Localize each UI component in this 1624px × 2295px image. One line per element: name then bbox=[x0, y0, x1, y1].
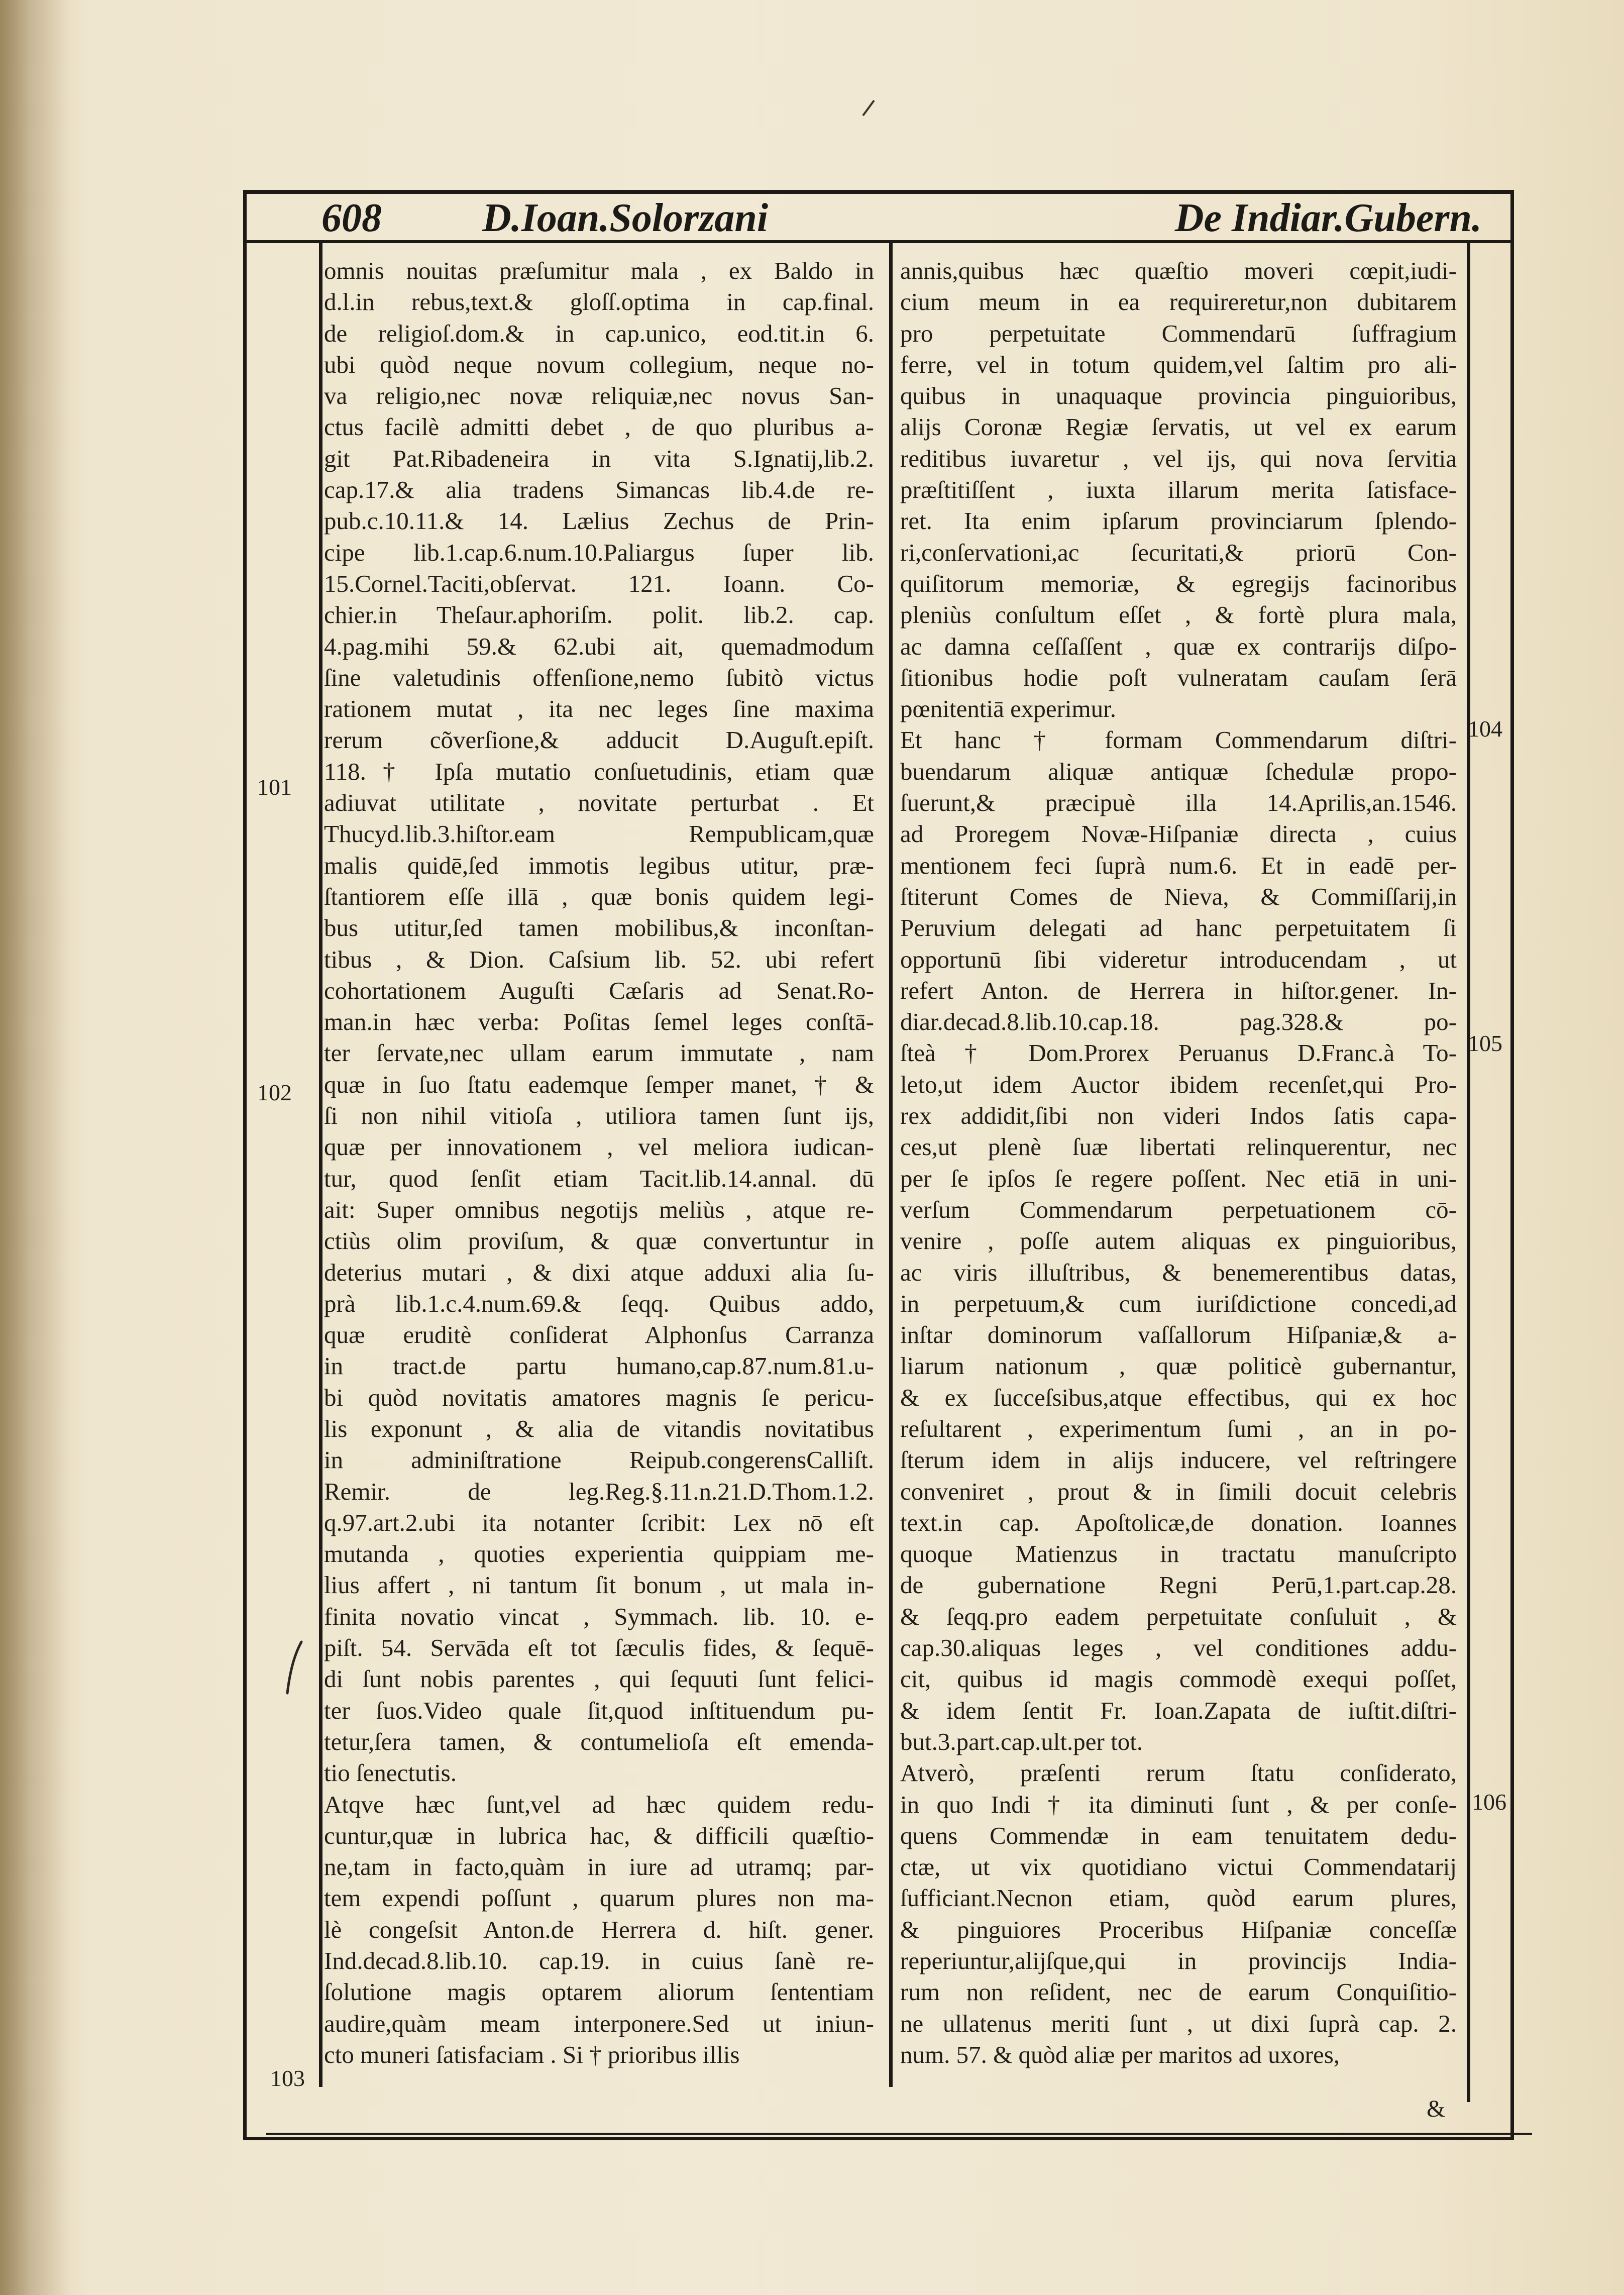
text-line: tur, quod ſenſit etiam Tacit.lib.14.annal. dū bbox=[324, 1164, 874, 1192]
ink-annotation-stroke bbox=[276, 1638, 311, 1698]
text-line: in adminiſtratione Reipub.congerensCalliſt. bbox=[324, 1446, 874, 1474]
text-line: tio ſenectutis. bbox=[324, 1759, 457, 1787]
margin-number-106: 106 bbox=[1472, 1789, 1506, 1815]
text-line: ctus facilè admitti debet , de quo pluribus a- bbox=[324, 413, 874, 441]
text-line: cuntur,quæ in lubrica hac, & difficili quæſtio- bbox=[324, 1821, 874, 1849]
text-line: cohortationem Auguſti Cæſaris ad Senat.Ro- bbox=[324, 976, 874, 1004]
text-line: pub.c.10.11.& 14. Lælius Zechus de Prin- bbox=[324, 507, 874, 535]
text-line: ubi quòd neque novum collegium, neque no- bbox=[324, 350, 874, 378]
text-line: rerum cõverſione,& adducit D.Auguſt.epiſt. bbox=[324, 726, 874, 754]
left-text-column bbox=[324, 255, 874, 2070]
right-text-column bbox=[900, 255, 1457, 2070]
running-author: D.Ioan.Solorzani bbox=[482, 196, 769, 240]
text-line: alijs Coronæ Regiæ ſervatis, ut vel ex earum bbox=[900, 413, 1457, 441]
text-line: Et hanc † formam Commendarum diſtri- bbox=[900, 726, 1457, 754]
text-line: pro perpetuitate Commendarū ſuffragium bbox=[900, 319, 1457, 347]
text-line: deterius mutari , & dixi atque adduxi alia ſu- bbox=[324, 1258, 874, 1286]
text-line: ac damna ceſſaſſent , quæ ex contrarijs diſpo- bbox=[900, 632, 1457, 660]
text-line: finita novatio vincat , Symmach. lib. 10. e- bbox=[324, 1602, 874, 1630]
margin-number-103: 103 bbox=[270, 2065, 305, 2091]
text-line: Thucyd.lib.3.hiſtor.eam Rempublicam,quæ bbox=[324, 820, 874, 848]
text-line: d.l.in rebus,text.& gloſſ.optima in cap.final. bbox=[324, 288, 874, 316]
binding-gutter-shadow bbox=[0, 0, 70, 2295]
text-line: mentionem feci ſuprà num.6. Et in eadē per- bbox=[900, 851, 1457, 879]
text-line: malis quidē,ſed immotis legibus utitur, præ- bbox=[324, 851, 874, 879]
left-column-rule bbox=[319, 243, 322, 2087]
text-line: conveniret , prout & in ſimili docuit celebris bbox=[900, 1477, 1457, 1505]
text-line: 4.pag.mihi 59.& 62.ubi ait, quemadmodum bbox=[324, 632, 874, 660]
text-line: & ſeqq.pro eadem perpetuitate conſuluit , & bbox=[900, 1602, 1457, 1630]
text-line: chier.in Theſaur.aphoriſm. polit. lib.2. cap. bbox=[324, 601, 874, 629]
text-line: tem expendi poſſunt , quarum plures non ma- bbox=[324, 1884, 874, 1912]
text-line: bi quòd novitatis amatores magnis ſe pericu- bbox=[324, 1383, 874, 1411]
text-line: ad Proregem Novæ-Hiſpaniæ directa , cuius bbox=[900, 820, 1457, 848]
catchword: & bbox=[1427, 2096, 1446, 2122]
text-line: ac viris illuſtribus, & benemerentibus datas, bbox=[900, 1258, 1457, 1286]
text-line: ſtiterunt Comes de Nieva, & Commiſſarij,in bbox=[900, 882, 1457, 910]
text-line: q.97.art.2.ubi ita notanter ſcribit: Lex nō eſt bbox=[324, 1508, 874, 1536]
text-line: ſine valetudinis offenſione,nemo ſubitò victus bbox=[324, 663, 874, 691]
text-line: num. 57. & quòd aliæ per maritos ad uxores, bbox=[900, 2040, 1340, 2068]
text-line: de religioſ.dom.& in cap.unico, eod.tit.in 6. bbox=[324, 319, 874, 347]
text-line: pleniùs conſultum eſſet , & fortè plura mala, bbox=[900, 601, 1457, 629]
text-line: ctiùs olim proviſum, & quæ convertuntur in bbox=[324, 1227, 874, 1255]
text-line: ne ullatenus meriti ſunt , ut dixi ſuprà cap. 2. bbox=[900, 2009, 1457, 2037]
text-line: in tract.de partu humano,cap.87.num.81.u- bbox=[324, 1352, 874, 1380]
text-line: ſuerunt,& præcipuè illa 14.Aprilis,an.1546. bbox=[900, 789, 1457, 817]
text-line: tibus , & Dion. Caſsium lib. 52. ubi refert bbox=[324, 945, 874, 973]
text-line: reditibus iuvaretur , vel ijs, qui nova ſervitia bbox=[900, 444, 1457, 472]
text-line: cap.30.aliquas leges , vel conditiones addu- bbox=[900, 1634, 1457, 1662]
center-column-rule bbox=[889, 243, 893, 2087]
text-line: Ind.decad.8.lib.10. cap.19. in cuius ſanè re- bbox=[324, 1947, 874, 1975]
text-line: git Pat.Ribadeneira in vita S.Ignatij,lib.2. bbox=[324, 444, 874, 472]
text-line: adiuvat utilitate , novitate perturbat . Et bbox=[324, 789, 874, 817]
text-line: leto,ut idem Auctor ibidem recenſet,qui Pro- bbox=[900, 1070, 1457, 1098]
text-line: & ex ſucceſsibus,atque effectibus, qui ex hoc bbox=[900, 1383, 1457, 1411]
text-line: reſultarent , experimentum ſumi , an in po- bbox=[900, 1414, 1457, 1442]
text-line: rum non reſident, nec de earum Conquiſitio- bbox=[900, 1978, 1457, 2006]
running-title: De Indiar.Gubern. bbox=[1174, 196, 1482, 240]
text-line: rationem mutat , ita nec leges ſine maxima bbox=[324, 695, 874, 723]
text-line: 118.† Ipſa mutatio conſuetudinis, etiam quæ bbox=[324, 757, 874, 785]
text-line: Atverò, præſenti rerum ſtatu conſiderato, bbox=[900, 1759, 1457, 1787]
text-line: quoque Matienzus in tractatu manuſcripto bbox=[900, 1540, 1457, 1568]
text-line: lis exponunt , & alia de vitandis novitatibus bbox=[324, 1414, 874, 1442]
text-line: lius affert , ni tantum ſit bonum , ut mala in- bbox=[324, 1571, 874, 1599]
margin-number-101: 101 bbox=[257, 774, 292, 800]
text-line: Peruvium delegati ad hanc perpetuitatem ſi bbox=[900, 914, 1457, 942]
text-line: mutanda , quoties experientia quippiam me- bbox=[324, 1540, 874, 1568]
text-line: ſufficiant.Necnon etiam, quòd earum plures, bbox=[900, 1884, 1457, 1912]
text-line: ferre, vel in totum quidem,vel ſaltim pro ali- bbox=[900, 350, 1457, 378]
text-line: Remir. de leg.Reg.§.11.n.21.D.Thom.1.2. bbox=[324, 1477, 874, 1505]
text-line: man.in hæc verba: Poſitas ſemel leges conſtā- bbox=[324, 1008, 874, 1036]
margin-number-105: 105 bbox=[1468, 1030, 1502, 1056]
text-line: ter ſervate,nec ullam earum immutate , nam bbox=[324, 1039, 874, 1067]
text-line: cto muneri ſatisfaciam . Si † prioribus illis bbox=[324, 2040, 740, 2068]
text-line: ait: Super omnibus negotijs meliùs , atque re- bbox=[324, 1195, 874, 1223]
text-line: quibus in unaquaque provincia pinguioribus, bbox=[900, 382, 1457, 410]
text-line: prà lib.1.c.4.num.69.& ſeqq. Quibus addo, bbox=[324, 1289, 874, 1317]
text-line: reperiuntur,alijſque,qui in provincijs India- bbox=[900, 1947, 1457, 1975]
text-line: refert Anton. de Herrera in hiſtor.gener. In- bbox=[900, 976, 1457, 1004]
text-line: but.3.part.cap.ult.per tot. bbox=[900, 1727, 1143, 1755]
text-line: cit, quibus id magis commodè exequi poſſet, bbox=[900, 1665, 1457, 1693]
text-line: 15.Cornel.Taciti,obſervat. 121. Ioann. Co- bbox=[324, 569, 874, 597]
text-line: ri,conſervationi,ac ſecuritati,& priorū Con- bbox=[900, 538, 1457, 566]
text-line: Atqve hæc ſunt,vel ad hæc quidem redu- bbox=[324, 1790, 874, 1818]
text-line: buendarum aliquæ antiquæ ſchedulæ propo- bbox=[900, 757, 1457, 785]
text-line: ſterum idem in alijs inducere, vel reſtringere bbox=[900, 1446, 1457, 1474]
text-line: verſum Commendarum perpetuationem cō- bbox=[900, 1195, 1457, 1223]
text-line: cipe lib.1.cap.6.num.10.Paliargus ſuper lib. bbox=[324, 538, 874, 566]
text-line: omnis nouitas præſumitur mala , ex Baldo in bbox=[324, 257, 874, 284]
text-line: quiſitorum memoriæ, & egregijs facinoribus bbox=[900, 569, 1457, 597]
text-line: præſtitiſſent , iuxta illarum merita ſatisface- bbox=[900, 476, 1457, 504]
text-line: de gubernatione Regni Perū,1.part.cap.28. bbox=[900, 1571, 1457, 1599]
text-line: liarum nationum , quæ politicè gubernantur, bbox=[900, 1352, 1457, 1380]
text-line: ſolutione magis optarem aliorum ſententiam bbox=[324, 1978, 874, 2006]
text-line: ter ſuos.Video quale ſit,quod inſtituendum pu- bbox=[324, 1696, 874, 1724]
text-line: ces,ut plenè ſuæ libertati relinquerentur, nec bbox=[900, 1133, 1457, 1161]
text-line: quens Commendæ in eam tenuitatem dedu- bbox=[900, 1821, 1457, 1849]
text-line: annis,quibus hæc quæſtio moveri cœpit,iudi- bbox=[900, 257, 1457, 284]
text-line: cium meum in ea requireretur,non dubitarem bbox=[900, 288, 1457, 316]
text-line: quæ eruditè conſiderat Alphonſus Carranza bbox=[324, 1321, 874, 1349]
text-line: bus utitur,ſed tamen mobilibus,& inconſtan- bbox=[324, 914, 874, 942]
text-line: & idem ſentit Fr. Ioan.Zapata de iuſtit.diſtri- bbox=[900, 1696, 1457, 1724]
text-line: ſitionibus hodie poſt vulneratam cauſam ſerā bbox=[900, 663, 1457, 691]
text-line: quæ in ſuo ſtatu eademque ſemper manet, † & bbox=[324, 1070, 874, 1098]
text-line: & pinguiores Proceribus Hiſpaniæ conceſſæ bbox=[900, 1915, 1457, 1943]
text-line: lè congeſsit Anton.de Herrera d. hiſt. gener. bbox=[324, 1915, 874, 1943]
text-line: per ſe ipſos ſe regere poſſent. Nec etiā in uni- bbox=[900, 1164, 1457, 1192]
text-line: text.in cap. Apoſtolicæ,de donation. Ioannes bbox=[900, 1508, 1457, 1536]
text-line: cap.17.& alia tradens Simancas lib.4.de re- bbox=[324, 476, 874, 504]
text-line: di ſunt nobis parentes , qui ſequuti ſunt felici- bbox=[324, 1665, 874, 1693]
text-line: ſtantiorem eſſe illā , quæ bonis quidem legi- bbox=[324, 882, 874, 910]
text-line: ctæ, ut vix quotidiano victui Commendatarij bbox=[900, 1853, 1457, 1881]
text-line: in perpetuum,& cum iuriſdictione concedi,ad bbox=[900, 1289, 1457, 1317]
text-line: ſi non nihil vitioſa , utiliora tamen ſunt ijs, bbox=[324, 1102, 874, 1130]
text-line: ret. Ita enim ipſarum provinciarum ſplendo- bbox=[900, 507, 1457, 535]
text-line: in quo Indi † ita diminuti ſunt , & per conſe- bbox=[900, 1790, 1457, 1818]
text-line: piſt. 54. Servāda eſt tot ſæculis fides, & ſequē- bbox=[324, 1634, 874, 1662]
text-line: opportunū ſibi videretur introducendam , ut bbox=[900, 945, 1457, 973]
margin-number-102: 102 bbox=[257, 1080, 292, 1105]
text-line: venire , poſſe autem aliquas ex pinguioribus, bbox=[900, 1227, 1457, 1255]
right-column-rule bbox=[1467, 243, 1470, 2102]
text-line: pœnitentiā experimur. bbox=[900, 695, 1116, 723]
page-number: 608 bbox=[321, 196, 382, 240]
text-line: quæ per innovationem , vel meliora iudican- bbox=[324, 1133, 874, 1161]
text-line: va religio,nec novæ reliquiæ,nec novus San- bbox=[324, 382, 874, 410]
text-line: ne,tam in facto,quàm in iure ad utramq; par- bbox=[324, 1853, 874, 1881]
bottom-rule bbox=[266, 2133, 1532, 2135]
text-line: tetur,ſera tamen, & contumelioſa eſt emenda- bbox=[324, 1727, 874, 1755]
text-line: ſteà † Dom.Prorex Peruanus D.Franc.à To- bbox=[900, 1039, 1457, 1067]
text-line: rex addidit,ſibi non videri Indos ſatis capa- bbox=[900, 1102, 1457, 1130]
text-line: inſtar dominorum vaſſallorum Hiſpaniæ,& a- bbox=[900, 1321, 1457, 1349]
running-header bbox=[321, 195, 1507, 241]
text-line: diar.decad.8.lib.10.cap.18. pag.328.& po- bbox=[900, 1008, 1457, 1036]
ink-speck bbox=[859, 95, 879, 121]
margin-number-104: 104 bbox=[1468, 716, 1502, 742]
text-line: audire,quàm meam interponere.Sed ut iniun- bbox=[324, 2009, 874, 2037]
